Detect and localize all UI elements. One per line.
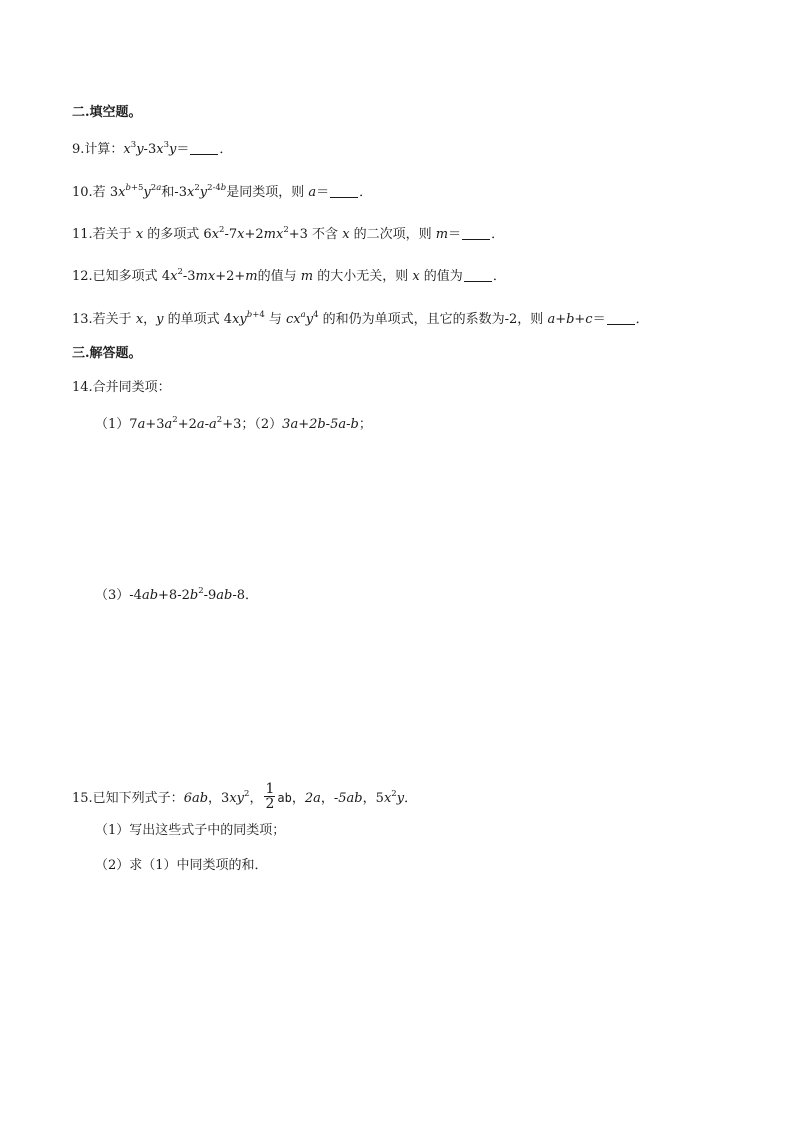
answer-blank[interactable] [464,269,492,282]
q15-term-6: $5x^2y$ [375,789,405,806]
section-title-solve: 三.解答题。 [72,346,142,361]
q9-text: 计算： [84,142,124,157]
q14-part-3-expression: $-4ab+8-2b^2-9ab-8$ [129,586,246,603]
q15-term-2: $3xy^2$ [221,789,250,806]
q11-polynomial: $6x^2-7x+2mx^2+3$ [203,225,308,242]
question-15: 15.已知下列式子：6ab，$3xy^2$， $\frac{1}{2}$ ab，2a，-5ab，$5x^2y$． [72,781,418,812]
question-15-sub-2: （2）求（1）中同类项的和． [95,858,268,873]
q12-polynomial: $4x^2-3mx+2+m$ [161,267,258,284]
question-14-title: 14.合并同类项： [72,380,171,395]
answer-blank[interactable] [462,227,490,240]
q9-expression: $x^3y-3x^3y$ [123,140,177,157]
question-10: 10.若 $3x^{b+5}y^{2a}$和$-3x^2y^{2-4b}$是同类项，则 a＝ ． [72,183,373,200]
q13-term-2: $cx^ay^4$ [286,310,319,327]
q14-part-2-expression: 3a+2b-5a-b [282,417,359,432]
question-9: 9.计算：$x^3y-3x^3y=$ ． [72,140,233,157]
question-13: 13.若关于 x，y 的单项式 $4xy^{b+4}$ 与 $cx^ay^4$ 的和仍为单项式，且它的系数为-2，则 a+b+c＝ ． [72,310,649,327]
question-14-parts-1-2: $(1)7a+3a^2+2a-a^2+3$；（2）3a+2b-5a-b； [95,415,372,432]
answer-blank[interactable] [330,185,358,198]
q13-term-1: $4xy^{b+4}$ [223,310,265,327]
question-12: 12.已知多项式 $4x^2-3mx+2+m$的值与 m 的大小无关，则 x 的值为 ． [72,267,506,284]
answer-blank[interactable] [190,142,218,155]
fraction-one-half: $\frac{1}{2}$ [265,781,275,812]
question-15-sub-1: （1）写出这些式子中的同类项； [95,823,286,838]
question-11: 11.若关于 x 的多项式 $6x^2-7x+2mx^2+3$ 不含 x 的二次项，则 m＝ ． [72,225,505,242]
q14-part-1-expression: $7a+3a^2+2a-a^2+3$ [129,415,242,432]
section-title-fill-blank: 二.填空题。 [72,105,142,120]
q10-term-2: $3x^2y^{2-4b}$ [178,183,227,200]
q9-number: 9. [72,142,85,157]
question-14-part-3: $(3)-4ab+8-2b^2-9ab-8$． [95,586,259,603]
answer-blank[interactable] [607,312,635,325]
q10-term-1: $3x^{b+5}y^{2a}$ [109,183,162,200]
